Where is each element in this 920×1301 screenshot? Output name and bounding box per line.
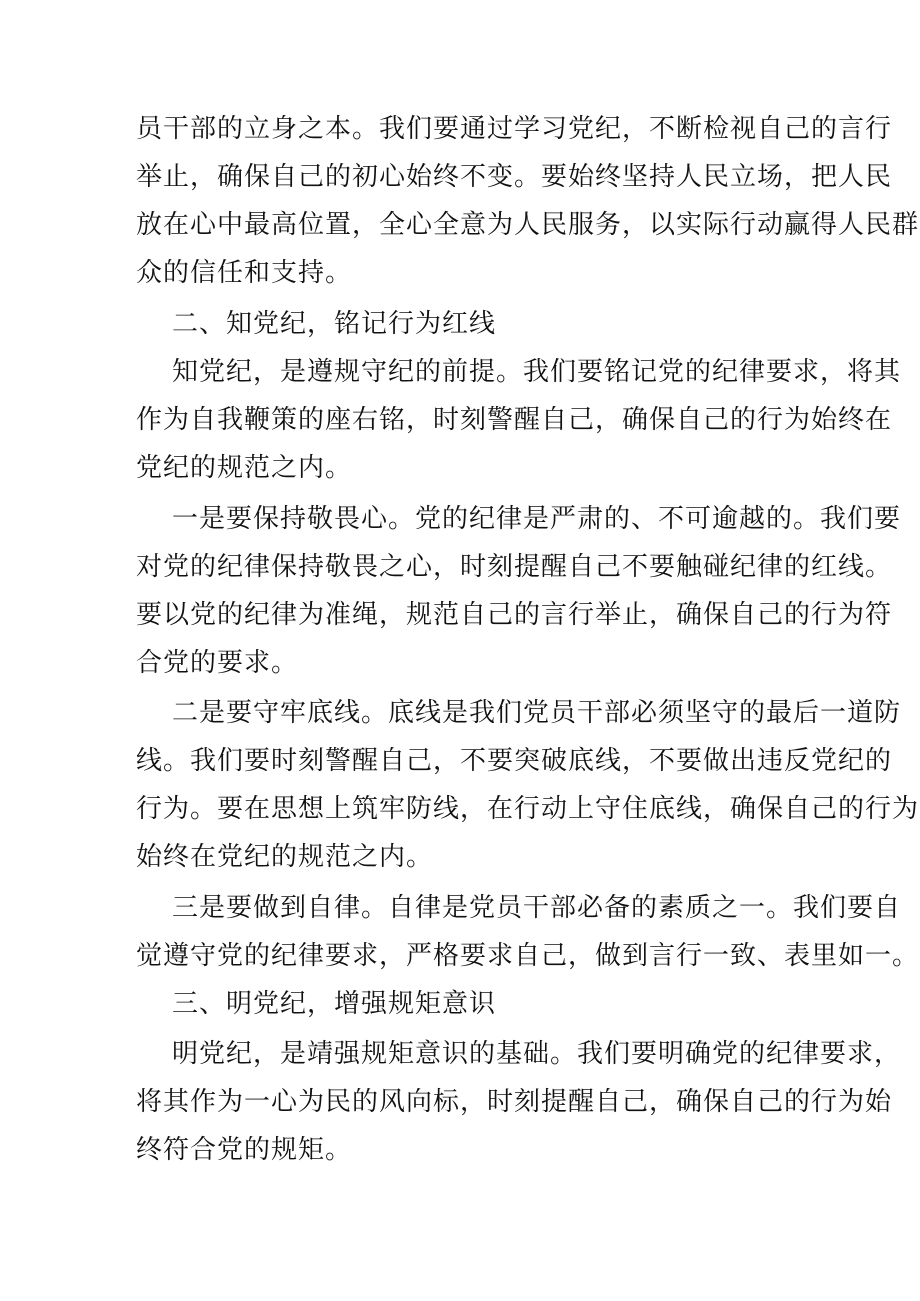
text-line: 对党的纪律保持敬畏之心，时刻提醒自己不要触碰纪律的红线。 [136, 552, 893, 582]
text-line: 始终在党纪的规范之内。 [136, 842, 434, 872]
text-line: 作为自我鞭策的座右铭，时刻警醒自己，确保自己的行为始终在 [136, 405, 893, 435]
text-line: 行为。要在思想上筑牢防线，在行动上守住底线，确保自己的行为 [136, 794, 920, 824]
text-line: 要以党的纪律为准绳，规范自己的言行举止，确保自己的行为符 [136, 600, 893, 630]
text-line: 觉遵守党的纪律要求，严格要求自己，做到言行一致、表里如一。 [136, 941, 920, 971]
text-line: 将其作为一心为民的风向标，时刻提醒自己，确保自己的行为始 [136, 1087, 893, 1117]
text-line: 举止，确保自己的初心始终不变。要始终坚持人民立场，把人民 [136, 162, 893, 192]
text-line: 放在心中最高位置，全心全意为人民服务，以实际行动赢得人民群 [136, 210, 920, 240]
text-line: 合党的要求。 [136, 648, 299, 678]
text-line: 明党纪，是靖强规矩意识的基础。我们要明确党的纪律要求， [172, 1039, 902, 1069]
text-line: 二是要守牢底线。底线是我们党员干部必须坚守的最后一道防 [172, 698, 902, 728]
text-line: 一是要保持敬畏心。党的纪律是严肃的、不可逾越的。我们要 [172, 504, 902, 534]
section-heading: 二、知党纪，铭记行为红线 [172, 309, 497, 339]
text-line: 知党纪，是遵规守纪的前提。我们要铭记党的纪律要求，将其 [172, 357, 902, 387]
text-line: 党纪的规范之内。 [136, 453, 353, 483]
text-line: 三是要做到自律。自律是党员干部必备的素质之一。我们要自 [172, 893, 902, 923]
text-line: 线。我们要时刻警醒自己，不要突破底线，不要做出违反党纪的 [136, 746, 893, 776]
text-line: 员干部的立身之本。我们要通过学习党纪，不断检视自己的言行 [136, 114, 893, 144]
section-heading: 三、明党纪，增强规矩意识 [172, 989, 497, 1019]
text-line: 众的信任和支持。 [136, 258, 353, 288]
text-line: 终符合党的规矩。 [136, 1135, 353, 1165]
